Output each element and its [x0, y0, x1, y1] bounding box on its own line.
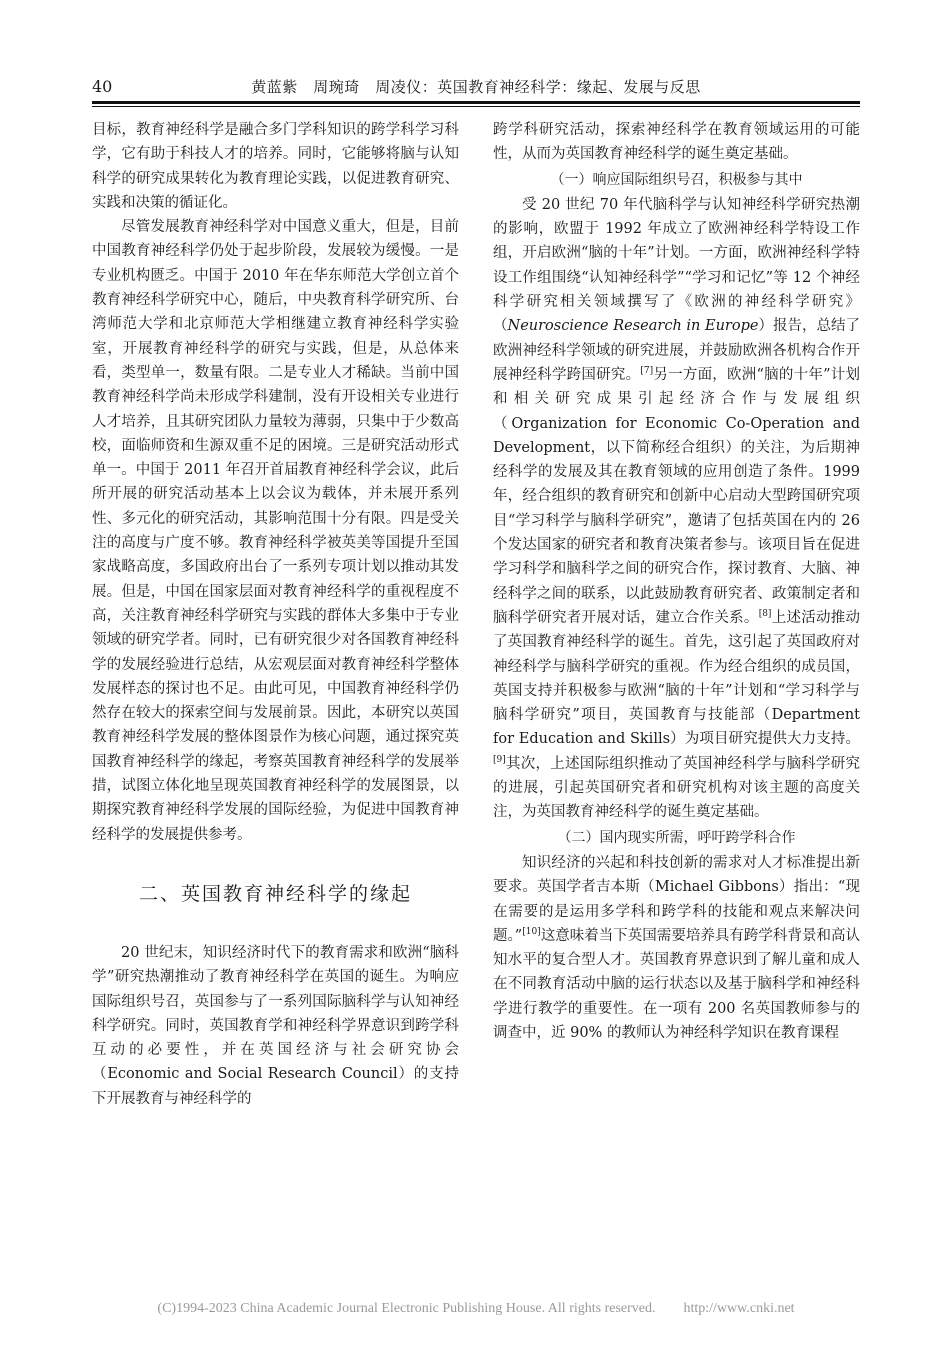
left-column: [92, 118, 459, 1111]
text-run: 其次，上述国际组织推动了英国神经科学与脑科学研究的进展，引起英国研究者和研究机构对该主题的高度关注，为英国教育神经科学的诞生奠定基础。: [493, 755, 860, 821]
paragraph: [493, 851, 860, 1045]
page-header: [92, 76, 860, 98]
subsection-heading: （二）国内现实所需，呼吁跨学科合作: [557, 829, 796, 846]
running-title: 黄蓝紫 周琬琦 周凌仪：英国教育神经科学：缘起、发展与反思: [251, 78, 701, 96]
text-run: 受 20 世纪 70 年代脑科学与认知神经科学研究热潮的影响，欧盟于 1992 年成立了欧洲神经科学特设工作组，开启欧洲“脑的十年”计划。一方面，欧洲神经科学特设工作组围绕“认知神经科学”“学习和记忆”等 12 个神经科学研究相关领域撰写了《欧洲的神经科学研究》（: [493, 196, 860, 335]
citation-ref: [10]: [522, 926, 541, 937]
right-column: [493, 118, 860, 1045]
section-heading: 二、英国教育神经科学的缘起: [138, 882, 412, 905]
subsection-heading: （一）响应国际组织号召，积极参与其中: [550, 171, 803, 188]
copyright-footer: (C)1994-2023 China Academic Journal Electronic Publishing House. All rights reserved. http://www.cnki.net: [157, 1301, 795, 1316]
header-rule-thin: [92, 106, 860, 107]
header-rule-thick: [92, 101, 860, 104]
paragraph: 目标，教育神经科学是融合多门学科知识的跨学科学习科学，它有助于科技人才的培养。同时，它能够将脑与认知科学的研究成果转化为教育理论实践，以促进教育研究、实践和决策的循证化。: [92, 122, 459, 211]
text-run: 上述活动推动了英国教育神经科学的诞生。首先，这引起了英国政府对神经科学与脑科学研究的重视。作为经合组织的成员国，英国支持并积极参与欧洲“脑的十年”计划和“学习科学与脑科学研究”项目，英国教育与技能部（Department for Education and Skills）为项目研究提供大力支持。: [493, 609, 860, 748]
paragraph: [493, 193, 860, 825]
paragraph: 尽管发展教育神经科学对中国意义重大，但是，目前中国教育神经科学仍处于起步阶段，发展较为缓慢。一是专业机构匮乏。中国于 2010 年在华东师范大学创立首个教育神经科学研究中心，随后，中央教育科学研究所、台湾师范大学和北京师范大学相继建立教育神经科学实验室，开展教育神经科学的研究与实践，但是，从总体来看，类型单一，数量有限。二是专业人才稀缺。当前中国教育神经科学尚未形成学科建制，没有开设相关专业进行人才培养，且其研究团队力量较为薄弱，只集中于少数高校，面临师资和生源双重不足的困境。三是研究活动形式单一。中国于 2011 年召开首届教育神经科学会议，此后所开展的研究活动基本上以会议为载体，并未展开系列性、多元化的研究活动，其影响范围十分有限。四是受关注的高度与广度不够。教育神经科学被英美等国提升至国家战略高度，多国政府出台了一系列专项计划以推动其发展。但是，中国在国家层面对教育神经科学的重视程度不高，关注教育神经科学研究与实践的群体大多集中于专业领域的研究学者。同时，已有研究很少对各国教育神经科学的发展经验进行总结，从宏观层面对教育神经科学整体发展样态的探讨也不足。由此可见，中国教育神经科学仍然存在较大的探索空间与发展前景。因此，本研究以英国教育神经科学发展的整体图景作为核心问题，通过探究英国教育神经科学的缘起，考察英国教育神经科学的发展举措，试图立体化地呈现英国教育神经科学的发展图景，以期探究教育神经科学发展的国际经验，为促进中国教育神经科学的发展提供参考。: [92, 219, 459, 843]
italic-title: Neuroscience Research in Europe: [507, 318, 759, 335]
citation-ref: [9]: [493, 754, 506, 765]
text-run: 知识经济的兴起和科技创新的需求对人才标准提出新要求。英国学者吉本斯（Michael Gibbons）指出：“现在需要的是运用多学科和跨学科的技能和观点来解决问题。”: [493, 854, 860, 944]
text-run: ）报告，总结了欧洲神经科学领域的研究进展，并鼓励欧洲各机构合作开展神经科学跨国研究。: [493, 318, 861, 383]
page-number: 40: [92, 77, 113, 96]
paragraph: 20 世纪末，知识经济时代下的教育需求和欧洲“脑科学”研究热潮推动了教育神经科学在英国的诞生。为响应国际组织号召，英国参与了一系列国际脑科学与认知神经科学研究。同时，英国教育学和神经科学界意识到跨学科互动的必要性，并在英国经济与社会研究协会（Economic and Social Research Council）的支持下开展教育与神经科学的: [92, 944, 459, 1107]
text-run: 这意味着当下英国需要培养具有跨学科背景和高认知水平的复合型人才。英国教育界意识到了解儿童和成人在不同教育活动中脑的运行状态以及基于脑科学和神经科学进行教学的重要性。在一项有 200 名英国教师参与的调查中，近 90% 的教师认为神经科学知识在教育课程: [493, 927, 861, 1041]
citation-ref: [7]: [640, 366, 654, 377]
citation-ref: [8]: [758, 609, 772, 620]
paragraph: 跨学科研究活动，探索神经科学在教育领域运用的可能性，从而为英国教育神经科学的诞生奠定基础。: [493, 122, 860, 163]
text-run: 另一方面，欧洲“脑的十年”计划和相关研究成果引起经济合作与发展组织（Organization for Economic Co-Operation and Development，以下简称经合组织）的关注，为后期神经科学的发展及其在教育领域的应用创造了条件。1999 年，经合组织的教育研究和创新中心启动大型跨国研究项目“学习科学与脑科学研究”，邀请了包括英国在内的 26 个发达国家的研究者和教育决策者参与。该项目旨在促进学习科学和脑科学之间的研究合作，探讨教育、大脑、神经科学之间的联系，以此鼓励教育研究者、政策制定者和脑科学研究者开展对话，建立合作关系。: [493, 366, 861, 626]
